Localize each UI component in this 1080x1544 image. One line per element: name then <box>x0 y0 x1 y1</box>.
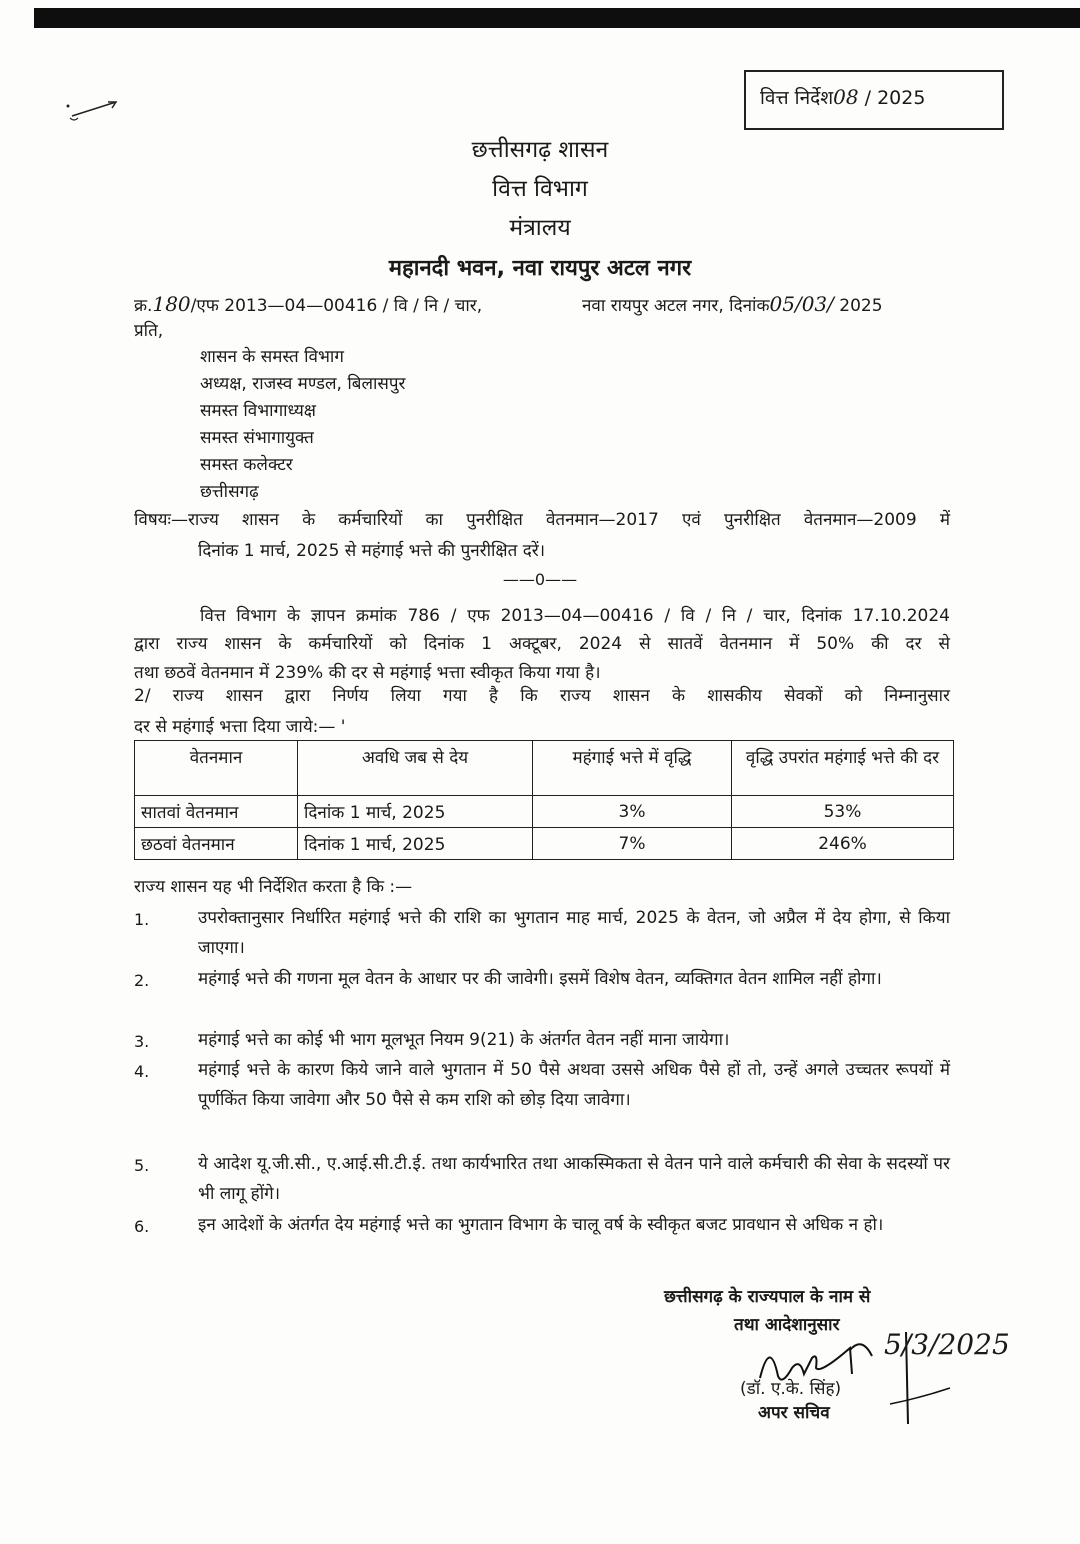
table-header-cell: महंगाई भत्ते में वृद्धि <box>533 741 732 796</box>
recipient-1: शासन के समस्त विभाग <box>200 347 344 367</box>
header-department: वित्त विभाग <box>492 176 588 202</box>
ref-rest: /एफ 2013—04—00416 / वि / नि / चार, <box>190 296 483 316</box>
table-header-cell: अवधि जब से देय <box>298 741 533 796</box>
table-cell: 3% <box>533 796 732 828</box>
ref-number-handwritten: 180 <box>152 292 191 316</box>
table-cell: दिनांक 1 मार्च, 2025 <box>298 796 533 828</box>
date-handwritten: 05/03/ <box>769 292 834 316</box>
signature-date: 5/3/2025 <box>884 1328 1010 1361</box>
subject-line-1: विषयः—राज्य शासन के कर्मचारियों का पुनरीक्षित वेतनमान—2017 एवं पुनरीक्षित वेतनमान—2009 में <box>134 510 950 530</box>
header-ministry: मंत्रालय <box>509 215 571 241</box>
direction-number: 4. <box>134 1062 150 1081</box>
table-cell: छठवां वेतनमान <box>135 828 298 860</box>
recipient-3: समस्त विभागाध्यक्ष <box>200 401 316 421</box>
ref-box-label: वित्त निर्देश <box>760 87 834 109</box>
date-year: 2025 <box>839 296 883 316</box>
direction-item: इन आदेशों के अंतर्गत देय महंगाई भत्ते का भुगतान विभाग के चालू वर्ष के स्वीकृत बजट प्रावधान से अधिक न हो। <box>198 1215 884 1235</box>
to-label: प्रति, <box>134 321 164 341</box>
table-header-cell: वेतनमान <box>135 741 298 796</box>
direction-item: महंगाई भत्ते के कारण किये जाने वाले भुगतान में 50 पैसे अथवा उससे अधिक पैसे हों तो, उन्हें अगले उच्चतर रूपयों में पूर्णकिंत किया जावेगा और 50 पैसे से कम राशि को छोड़ दिया जावेगा। <box>198 1060 950 1110</box>
separator: ——0—— <box>502 570 578 589</box>
header-address: महानदी भवन, नवा रायपुर अटल नगर <box>388 256 692 281</box>
signature-line-1: छत्तीसगढ़ के राज्यपाल के नाम से <box>664 1287 871 1307</box>
direction-number: 6. <box>134 1217 150 1236</box>
subject-line-2: दिनांक 1 मार्च, 2025 से महंगाई भत्ते की पुनरीक्षित दरें। <box>198 541 546 561</box>
direction-item: ये आदेश यू.जी.सी., ए.आई.सी.टी.ई. तथा कार्यभारित तथा आकस्मिकता से वेतन पाने वाले कर्मचारी की सेवा के सदस्यों पर भी लागू होंगे। <box>198 1154 950 1204</box>
table-cell: 7% <box>533 828 732 860</box>
signatory-name: (डॉ. ए.के. सिंह) <box>740 1379 842 1399</box>
recipient-2: अध्यक्ष, राजस्व मण्डल, बिलासपुर <box>200 374 406 394</box>
table-cell: 246% <box>732 828 954 860</box>
para1-line-3: तथा छठवें वेतनमान में 239% की दर से महंगाई भत्ता स्वीकृत किया गया है। <box>134 663 601 683</box>
signatory-designation: अपर सचिव <box>758 1403 830 1423</box>
scan-top-edge <box>34 8 1080 28</box>
direction-item: उपरोक्तानुसार निर्धारित महंगाई भत्ते की राशि का भुगतान माह मार्च, 2025 के वेतन, जो अप्रैल में देय होगा, से किया जाएगा। <box>198 908 950 958</box>
para2-line-1: 2/ राज्य शासन द्वारा निर्णय लिया गया है कि राज्य शासन के शासकीय सेवकों को निम्नानुसार <box>134 686 950 706</box>
table-row <box>135 796 954 828</box>
handwritten-mark <box>64 96 124 126</box>
table-cell: 53% <box>732 796 954 828</box>
direction-item: महंगाई भत्ते की गणना मूल वेतन के आधार पर की जावेगी। इसमें विशेष वेतन, व्यक्तिगत वेतन शामिल नहीं होगा। <box>198 969 882 989</box>
directions-intro: राज्य शासन यह भी निर्देशित करता है कि :— <box>134 877 413 897</box>
direction-item: महंगाई भत्ते का कोई भी भाग मूलभूत नियम 9(21) के अंतर्गत वेतन नहीं माना जायेगा। <box>198 1030 730 1050</box>
table-header-cell: वृद्धि उपरांत महंगाई भत्ते की दर <box>732 741 954 796</box>
para1-line-1: वित्त विभाग के ज्ञापन क्रमांक 786 / एफ 2013—04—00416 / वि / नि / चार, दिनांक 17.10.2024 <box>200 606 950 626</box>
ref-box-number: 08 <box>833 85 859 109</box>
recipient-6: छत्तीसगढ़ <box>200 482 259 502</box>
signature-line-2: तथा आदेशानुसार <box>734 1315 840 1335</box>
place-date-label: नवा रायपुर अटल नगर, दिनांक <box>582 296 770 316</box>
letter-reference <box>134 292 482 316</box>
table-row <box>135 828 954 860</box>
ref-prefix: क्र. <box>134 296 153 316</box>
recipient-4: समस्त संभागायुक्त <box>200 428 314 448</box>
recipient-5: समस्त कलेक्टर <box>200 455 293 475</box>
para2-line-2: दर से महंगाई भत्ता दिया जाये:— ' <box>134 717 346 737</box>
table-cell: दिनांक 1 मार्च, 2025 <box>298 828 533 860</box>
direction-number: 5. <box>134 1156 150 1175</box>
direction-number: 2. <box>134 971 150 990</box>
da-rates-table <box>134 740 954 860</box>
direction-number: 1. <box>134 910 150 929</box>
reference-number-box <box>744 70 1004 130</box>
table-cell: सातवां वेतनमान <box>135 796 298 828</box>
ref-box-suffix: / 2025 <box>864 87 926 109</box>
direction-number: 3. <box>134 1032 150 1051</box>
table-header-row <box>135 741 954 796</box>
place-date <box>582 292 883 316</box>
para1-line-2: द्वारा राज्य शासन के कर्मचारियों को दिनांक 1 अक्टूबर, 2024 से सातवें वेतनमान में 50% की दर से <box>134 634 950 654</box>
header-government: छत्तीसगढ़ शासन <box>471 137 609 163</box>
